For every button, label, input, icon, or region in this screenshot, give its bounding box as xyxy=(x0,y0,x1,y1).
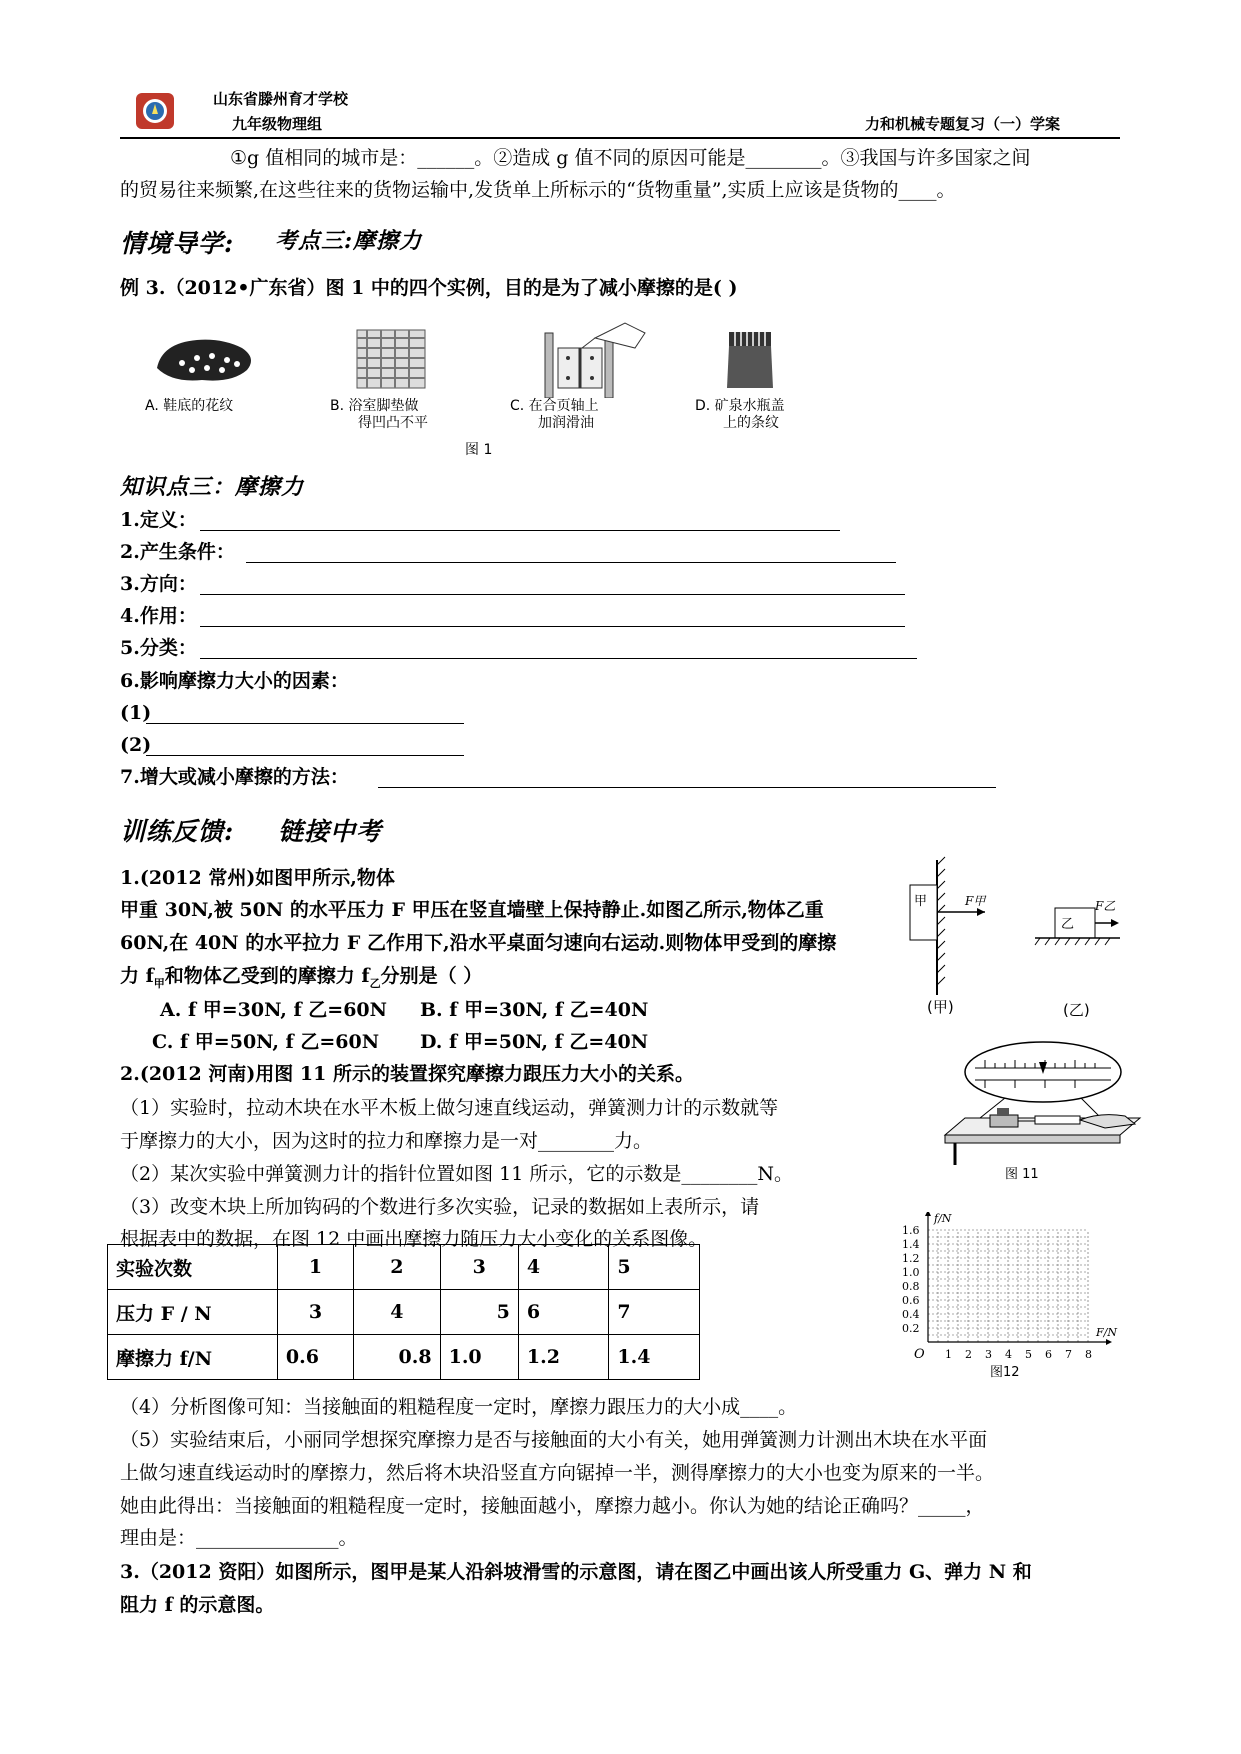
y-tick-label: 1.6 xyxy=(902,1224,920,1237)
table-cell: 实验次数 xyxy=(108,1245,278,1290)
q1-sub-jia: 甲 xyxy=(153,976,165,990)
table-cell: 4 xyxy=(354,1290,440,1335)
x-tick-label: 6 xyxy=(1045,1348,1052,1361)
table-cell: 5 xyxy=(440,1290,518,1335)
school-name: 山东省滕州育才学校 xyxy=(213,90,349,108)
x-tick-label: 4 xyxy=(1005,1348,1012,1361)
option-c-label: C. 在合页轴上 xyxy=(510,398,599,414)
q2-part-3b: 根据表中的数据，在图 12 中画出摩擦力随压力大小变化的关系图像。 xyxy=(120,1228,708,1250)
q1-line-3: 60N,在 40N 的水平拉力 F 乙作用下,沿水平桌面匀速向右运动.则物体甲受到的摩擦 xyxy=(120,932,837,954)
table-cell: 压力 F / N xyxy=(108,1290,278,1335)
knowledge-item-6-2: (2) xyxy=(120,734,152,756)
shoe-sole-icon xyxy=(152,328,262,388)
q1-figure xyxy=(905,855,1120,1025)
spring-scale-diagram xyxy=(935,1040,1155,1180)
figure-1 xyxy=(140,318,840,458)
q2-stem: 2.(2012 河南)用图 11 所示的装置探究摩擦力跟压力大小的关系。 xyxy=(120,1063,694,1085)
y-tick-label: 1.0 xyxy=(902,1266,920,1279)
answer-line-5[interactable] xyxy=(200,658,917,659)
q3-line-1: 3.（2012 资阳）如图所示，图甲是某人沿斜坡滑雪的示意图，请在图乙中画出该人所受重力 G、弹力 N 和 xyxy=(120,1561,1032,1583)
knowledge-item-3: 3.方向： xyxy=(120,573,197,595)
table-cell: 5 xyxy=(609,1245,700,1290)
q1-diagram xyxy=(905,855,1120,1025)
q1-line-4b: 和物体乙受到的摩擦力 f xyxy=(164,965,370,987)
table-cell: 0.6 xyxy=(277,1335,353,1380)
answer-line-3[interactable] xyxy=(200,594,905,595)
knowledge-item-1: 1.定义： xyxy=(120,509,197,531)
q1-line-4 xyxy=(120,962,482,998)
bottle-cap-icon xyxy=(725,330,775,390)
knowledge-item-5: 5.分类： xyxy=(120,637,197,659)
q1-line-1: 1.(2012 常州)如图甲所示,物体 xyxy=(120,867,395,889)
table-cell: 3 xyxy=(440,1245,518,1290)
q1-line-4a: 力 f xyxy=(120,965,154,987)
x-tick-label: 8 xyxy=(1085,1348,1092,1361)
option-d-label-2: 上的条纹 xyxy=(723,415,779,431)
x-tick-label: 5 xyxy=(1025,1348,1032,1361)
answer-line-1[interactable] xyxy=(200,530,840,531)
answer-line-7[interactable] xyxy=(378,787,996,788)
q2-data-table xyxy=(107,1244,700,1380)
y-tick-label: 1.2 xyxy=(902,1252,920,1265)
group-name: 九年级物理组 xyxy=(232,115,323,133)
q1-option-b[interactable]: B. f 甲=30N, f 乙=40N xyxy=(420,999,649,1021)
q1-option-c[interactable]: C. f 甲=50N, f 乙=60N xyxy=(152,1031,380,1053)
section-title-1: 情境导学: xyxy=(120,229,235,258)
table-cell: 4 xyxy=(518,1245,609,1290)
y-tick-label: 1.4 xyxy=(902,1238,920,1251)
knowledge-item-2: 2.产生条件： xyxy=(120,541,235,563)
table-cell: 7 xyxy=(609,1290,700,1335)
q1-option-a[interactable]: A. f 甲=30N, f 乙=60N xyxy=(160,999,388,1021)
x-axis-arrow xyxy=(1106,1339,1112,1345)
knowledge-item-6: 6.影响摩擦力大小的因素： xyxy=(120,670,349,692)
x-tick-label: 2 xyxy=(965,1348,972,1361)
fig-yi-caption: (乙) xyxy=(1063,1001,1090,1019)
section-title-2: 训练反馈: xyxy=(120,817,235,846)
x-tick-label: 3 xyxy=(985,1348,992,1361)
fig12-caption: 图12 xyxy=(990,1365,1020,1380)
option-c-label-2: 加润滑油 xyxy=(538,415,594,431)
table-cell: 摩擦力 f/N xyxy=(108,1335,278,1380)
section-subtitle-1: 考点三:摩擦力 xyxy=(275,228,423,254)
table-cell: 2 xyxy=(354,1245,440,1290)
q2-part-4: （4）分析图像可知：当接触面的粗糙程度一定时，摩擦力跟压力的大小成____。 xyxy=(120,1396,798,1418)
fig-jia-caption: (甲) xyxy=(927,998,954,1016)
box-yi-label: 乙 xyxy=(1061,917,1075,932)
answer-line-4[interactable] xyxy=(200,626,905,627)
q1-option-d[interactable]: D. f 甲=50N, f 乙=40N xyxy=(420,1031,649,1053)
intro-line-2: 的贸易往来频繁,在这些往来的货物运输中,发货单上所标示的“货物重量”,实质上应该是货物的____。 xyxy=(120,179,956,201)
knowledge-item-7: 7.增大或减小摩擦的方法： xyxy=(120,766,349,788)
doc-title: 力和机械专题复习（一）学案 xyxy=(865,115,1061,133)
origin-label: O xyxy=(914,1347,925,1362)
figure-1-caption: 图 1 xyxy=(465,442,493,458)
q2-part-1a: （1）实验时，拉动木块在水平木板上做匀速直线运动，弹簧测力计的示数就等 xyxy=(120,1097,779,1119)
table-row xyxy=(108,1335,700,1380)
y-tick-label: 0.6 xyxy=(902,1294,920,1307)
table-row xyxy=(108,1245,700,1290)
option-d-label: D. 矿泉水瓶盖 xyxy=(695,398,785,414)
x-tick-label: 7 xyxy=(1065,1348,1072,1361)
q3-line-2: 阻力 f 的示意图。 xyxy=(120,1594,275,1616)
x-axis-label: F/N xyxy=(1096,1326,1117,1339)
knowledge-item-6-1: (1) xyxy=(120,702,152,724)
hinge-oil-icon xyxy=(540,318,650,398)
q1-line-2: 甲重 30N,被 50N 的水平压力 F 甲压在竖直墙壁上保持静止.如图乙所示,物体乙重 xyxy=(120,899,824,921)
answer-line-6-2[interactable] xyxy=(146,755,464,756)
example-3-stem: 例 3.（2012•广东省）图 1 中的四个实例，目的是为了减小摩擦的是( ) xyxy=(120,277,738,299)
knowledge-item-4: 4.作用： xyxy=(120,605,197,627)
section-subtitle-2: 链接中考 xyxy=(278,817,383,846)
q2-part-5b: 上做匀速直线运动时的摩擦力，然后将木块沿竖直方向锯掉一半，测得摩擦力的大小也变为原来的一半。 xyxy=(120,1462,995,1484)
y-tick-label: 0.2 xyxy=(902,1322,920,1335)
table-cell: 1.2 xyxy=(518,1335,609,1380)
q2-part-5a: （5）实验结束后，小丽同学想探究摩擦力是否与接触面的大小有关，她用弹簧测力计测出木块在水平面 xyxy=(120,1429,988,1451)
y-axis-label: f/N xyxy=(934,1212,952,1225)
table-cell: 1 xyxy=(277,1245,353,1290)
fig11-caption: 图 11 xyxy=(1005,1167,1039,1180)
q1-sub-yi: 乙 xyxy=(369,976,381,990)
figure-12 xyxy=(880,1212,1125,1384)
option-b-label-2: 得凹凸不平 xyxy=(358,415,428,431)
y-tick-label: 0.4 xyxy=(902,1308,920,1321)
header-divider xyxy=(120,137,1120,139)
friction-graph[interactable] xyxy=(880,1212,1125,1384)
table-cell: 0.8 xyxy=(354,1335,440,1380)
q2-part-5d: 理由是：_______________。 xyxy=(120,1527,358,1549)
box-jia-label: 甲 xyxy=(914,894,928,909)
table-cell: 1.0 xyxy=(440,1335,518,1380)
table-cell: 6 xyxy=(518,1290,609,1335)
knowledge-title: 知识点三：摩擦力 xyxy=(120,474,305,500)
q2-part-1b: 于摩擦力的大小，因为这时的拉力和摩擦力是一对________力。 xyxy=(120,1130,653,1152)
table-cell: 3 xyxy=(277,1290,353,1335)
school-logo xyxy=(135,92,175,130)
table-cell: 1.4 xyxy=(609,1335,700,1380)
answer-line-2[interactable] xyxy=(246,562,896,563)
x-tick-label: 1 xyxy=(945,1348,952,1361)
bath-mat-icon xyxy=(355,328,427,390)
figure-11 xyxy=(935,1040,1155,1180)
q2-part-2: （2）某次实验中弹簧测力计的指针位置如图 11 所示，它的示数是________N。 xyxy=(120,1163,793,1185)
option-b-label: B. 浴室脚垫做 xyxy=(330,398,419,414)
option-a-label: A. 鞋底的花纹 xyxy=(145,398,234,414)
answer-line-6-1[interactable] xyxy=(146,723,464,724)
table-row xyxy=(108,1290,700,1335)
q1-line-4c: 分别是（ ） xyxy=(380,965,483,987)
f-yi-label: F乙 xyxy=(1095,899,1116,913)
y-tick-label: 0.8 xyxy=(902,1280,920,1293)
y-axis-arrow xyxy=(925,1212,931,1216)
q2-part-3a: （3）改变木块上所加钩码的个数进行多次实验，记录的数据如上表所示，请 xyxy=(120,1196,760,1218)
school-logo-icon xyxy=(135,92,175,130)
f-jia-label: F甲 xyxy=(965,894,986,908)
q2-part-5c: 她由此得出：当接触面的粗糙程度一定时，接触面越小，摩擦力越小。你认为她的结论正确吗？_____， xyxy=(120,1495,985,1517)
intro-line-1: ①g 值相同的城市是：______。②造成 g 值不同的原因可能是________。③我国与许多国家之间 xyxy=(230,147,1031,169)
